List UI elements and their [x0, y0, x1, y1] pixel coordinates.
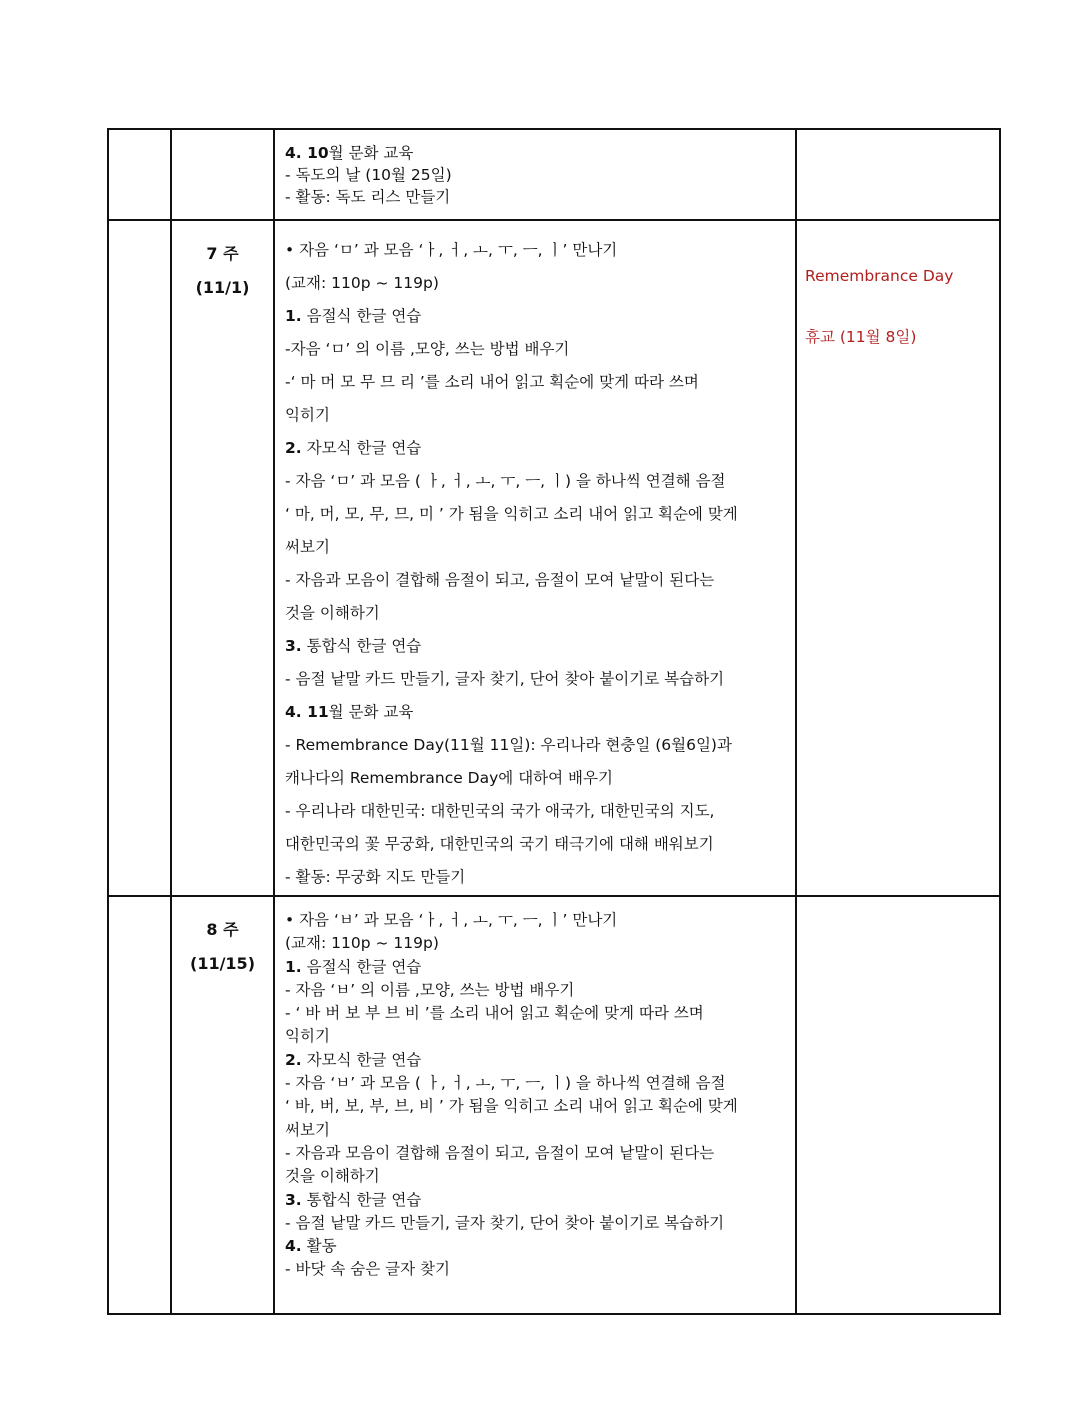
line-text: 써보기	[285, 538, 330, 556]
line-text: -‘ 마 머 모 무 므 리 ’를 소리 내어 읽고 획순에 맞게 따라 쓰며	[285, 373, 699, 391]
line-text: (교재: 110p ~ 119p)	[285, 274, 439, 292]
line-text: - 활동: 무궁화 지도 만들기	[285, 868, 466, 886]
content-line	[285, 730, 785, 763]
line-text: ‘ 마, 머, 모, 무, 므, 미 ’ 가 됨을 익히고 소리 내어 읽고 획순에 맞게	[285, 505, 738, 523]
line-text: • 자음 ‘ㅁ’ 과 모음 ‘ㅏ, ㅓ, ㅗ, ㅜ, ㅡ, ㅣ’ 만나기	[285, 241, 618, 259]
content-line	[285, 1002, 785, 1025]
line-text: 활동	[301, 1237, 337, 1256]
line-text: 자모식 한글 연습	[301, 1050, 422, 1069]
content-line	[285, 400, 785, 433]
line-text: 것을 이해하기	[285, 1167, 380, 1186]
content-line	[285, 142, 785, 164]
content-cell	[274, 896, 796, 1314]
line-text: 캐나다의 Remembrance Day에 대하여 배우기	[285, 769, 613, 787]
content-cell	[274, 220, 796, 896]
line-text: 음절식 한글 연습	[301, 957, 422, 976]
content-line	[285, 1235, 785, 1258]
content-line	[285, 1189, 785, 1212]
notes-cell	[796, 896, 1000, 1314]
line-text: 익히기	[285, 1027, 330, 1046]
section-number: 1.	[285, 957, 302, 976]
content-line	[285, 1049, 785, 1072]
content-line	[285, 932, 785, 955]
line-text: - 우리나라 대한민국: 대한민국의 국가 애국가, 대한민국의 지도,	[285, 802, 715, 820]
content-line	[285, 796, 785, 829]
content-line	[285, 433, 785, 466]
notes-cell	[796, 129, 1000, 220]
content-line	[285, 1072, 785, 1095]
week-label: 7 주	[206, 244, 239, 263]
empty-cell	[108, 220, 171, 896]
line-text: 월 문화 교육	[328, 144, 414, 162]
line-text: -자음 ‘ㅁ’ 의 이름 ,모양, 쓰는 방법 배우기	[285, 340, 570, 358]
line-text: - 자음 ‘ㅂ’ 과 모음 ( ㅏ, ㅓ, ㅗ, ㅜ, ㅡ, ㅣ) 을 하나씩 연결해 음절	[285, 1074, 726, 1093]
section-number: 3.	[285, 637, 302, 655]
table-row	[108, 129, 1000, 220]
content-line	[285, 499, 785, 532]
content-line	[285, 334, 785, 367]
line-text: 써보기	[285, 1120, 330, 1139]
line-text: 대한민국의 꽃 무궁화, 대한민국의 국기 태극기에 대해 배워보기	[285, 835, 714, 853]
table-row	[108, 220, 1000, 896]
line-text: 월 문화 교육	[328, 703, 414, 721]
notes-cell	[796, 220, 1000, 896]
content-line	[285, 631, 785, 664]
week-date: (11/1)	[195, 278, 250, 297]
content-line	[285, 697, 785, 730]
line-text: - ‘ 바 버 보 부 브 비 ’를 소리 내어 읽고 획순에 맞게 따라 쓰며	[285, 1004, 704, 1023]
content-line	[285, 829, 785, 862]
week-cell	[171, 129, 274, 220]
line-text: 자모식 한글 연습	[301, 439, 422, 457]
section-number: 2.	[285, 439, 302, 457]
content-line	[285, 565, 785, 598]
line-text: - Remembrance Day(11월 11일): 우리나라 현충일 (6월6일)과	[285, 736, 732, 754]
line-text: - 음절 낱말 카드 만들기, 글자 찾기, 단어 찾아 붙이기로 복습하기	[285, 670, 725, 688]
content-line	[285, 268, 785, 301]
content-line	[285, 909, 785, 932]
line-text: 통합식 한글 연습	[301, 1190, 422, 1209]
week-date: (11/15)	[190, 954, 255, 973]
content-line	[285, 664, 785, 697]
section-number: 3.	[285, 1190, 302, 1209]
content-line	[285, 186, 785, 208]
content-line	[285, 1165, 785, 1188]
empty-cell	[108, 129, 171, 220]
line-text: - 자음과 모음이 결합해 음절이 되고, 음절이 모여 낱말이 된다는	[285, 571, 715, 589]
content-line	[285, 862, 785, 895]
content-line	[285, 367, 785, 400]
content-line	[285, 532, 785, 565]
line-text: ‘ 바, 버, 보, 부, 브, 비 ’ 가 됨을 익히고 소리 내어 읽고 획순에 맞게	[285, 1097, 738, 1116]
content-line	[285, 301, 785, 334]
line-text: 익히기	[285, 406, 330, 424]
content-line	[285, 598, 785, 631]
content-line	[285, 1119, 785, 1142]
note-holiday-title: Remembrance Day	[805, 267, 954, 285]
content-line	[285, 1212, 785, 1235]
content-line	[285, 164, 785, 186]
line-text: - 자음 ‘ㅁ’ 과 모음 ( ㅏ, ㅓ, ㅗ, ㅜ, ㅡ, ㅣ) 을 하나씩 연결해 음절	[285, 472, 726, 490]
section-number: 4.	[285, 1237, 302, 1256]
week-cell	[171, 896, 274, 1314]
content-line	[285, 235, 785, 268]
line-text: - 자음 ‘ㅂ’ 의 이름 ,모양, 쓰는 방법 배우기	[285, 980, 575, 999]
content-line	[285, 1025, 785, 1048]
section-number: 4. 11	[285, 703, 329, 721]
content-lines	[275, 221, 795, 895]
content-line	[285, 1142, 785, 1165]
line-text: - 활동: 독도 리스 만들기	[285, 188, 451, 206]
schedule-table	[107, 128, 1001, 1315]
week-cell	[171, 220, 274, 896]
content-lines	[275, 897, 795, 1282]
table-row	[108, 896, 1000, 1314]
content-line	[285, 979, 785, 1002]
line-text: - 바닷 속 숨은 글자 찾기	[285, 1260, 450, 1279]
line-text: - 독도의 날 (10월 25일)	[285, 166, 452, 184]
line-text: (교재: 110p ~ 119p)	[285, 934, 439, 953]
section-number: 1.	[285, 307, 302, 325]
section-number: 2.	[285, 1050, 302, 1069]
line-text: 것을 이해하기	[285, 604, 380, 622]
content-cell	[274, 129, 796, 220]
section-number: 4. 10	[285, 144, 329, 162]
content-lines	[275, 130, 795, 208]
line-text: 음절식 한글 연습	[301, 307, 422, 325]
line-text: • 자음 ‘ㅂ’ 과 모음 ‘ㅏ, ㅓ, ㅗ, ㅜ, ㅡ, ㅣ’ 만나기	[285, 911, 618, 929]
content-line	[285, 466, 785, 499]
content-line	[285, 1095, 785, 1118]
line-text: - 자음과 모음이 결합해 음절이 되고, 음절이 모여 낱말이 된다는	[285, 1143, 715, 1162]
content-line	[285, 1258, 785, 1281]
week-label: 8 주	[206, 920, 239, 939]
content-line	[285, 956, 785, 979]
content-line	[285, 763, 785, 796]
line-text: - 음절 낱말 카드 만들기, 글자 찾기, 단어 찾아 붙이기로 복습하기	[285, 1213, 725, 1232]
line-text: 통합식 한글 연습	[301, 637, 422, 655]
note-holiday-closure: 휴교 (11월 8일)	[805, 328, 917, 346]
empty-cell	[108, 896, 171, 1314]
